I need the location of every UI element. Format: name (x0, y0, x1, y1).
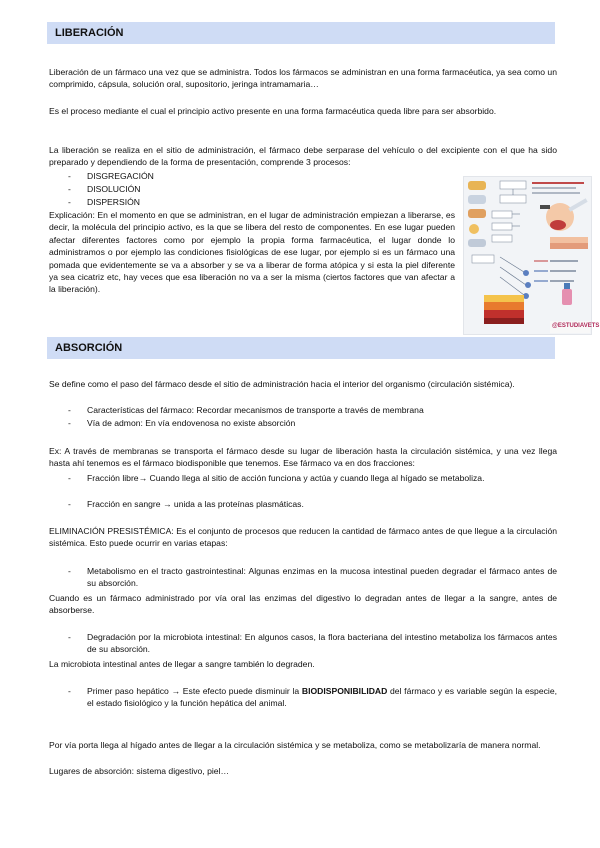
list-item: - Primer paso hepático → Este efecto puede disminuir la BIODISPONIBILIDAD del fármaco y es variable según la especie, el estado fisiológico y la función hepática del animal. (68, 686, 557, 709)
absorcion-paragraph-4: Cuando es un fármaco administrado por vía oral las enzimas del digestivo lo degradan antes de llegar a la sangre, antes de absorberse. (49, 593, 557, 616)
list-dash: - (68, 632, 71, 642)
biodisponibilidad-term: BIODISPONIBILIDAD (301, 686, 388, 696)
list-dash: - (68, 473, 71, 483)
eliminacion-presistemica-paragraph: ELIMINACIÓN PRESISTÉMICA: Es el conjunto de procesos que reducen la cantidad de fármaco antes de que llegue a la circulación sistémica. Esto puede ocurrir en varias etapas: (49, 526, 557, 549)
liberacion-paragraph-3: La liberación se realiza en el sitio de administración, el fármaco debe serparase del vehículo o del excipiente con el que ha sido preparado y dependiendo de la forma de presentación, comprende 3 procesos: (49, 145, 557, 168)
list-dash: - (68, 566, 71, 576)
list-dash: - (68, 405, 71, 415)
list-dash: - (68, 686, 71, 696)
absorcion-paragraph-6: Por vía porta llega al hígado antes de llegar a la circulación sistémica y se metaboliza, como se metabolizaría de manera normal. (49, 740, 541, 750)
process-item: - DISPERSIÓN (68, 197, 141, 207)
absorcion-paragraph-2: Ex: A través de membranas se transporta el fármaco desde su lugar de liberación hasta la circulación sistémica, y una vez llega hasta ahí tenemos es el fármaco biodisponible que tenemos. Ese fármaco va en dos fracciones: (49, 446, 557, 469)
section-header-liberacion: LIBERACIÓN (47, 22, 555, 44)
section-header-absorcion: ABSORCIÓN (47, 337, 555, 359)
list-item: - Fracción libre→ Cuando llega al sitio de acción funciona y actúa y cuando llega al hígado se metaboliza. (68, 473, 485, 483)
liberacion-explicacion: Explicación: En el momento en que se administran, en el lugar de administración empiezan a liberarse, es decir, la molécula del principio activo, es la que se libera del resto de componentes. En ese lugar pueden afectar diferentes factores como por ejemplo la propia forma farmacéutica, el lugar donde lo administramos o por ejemplo las condiciones fisiológicas de ese lugar, por ejemplo si es un fármaco una pomada que evidentemente se va a absorber y se va a liberar de forma atópica y si esta la piel diferente ya sea cicatriz etc, hay veces que esa liberación no va a ser la misma (ciertos factores que van afectar a la liberación). (49, 210, 455, 295)
list-dash: - (68, 197, 71, 207)
absorcion-paragraph-1: Se define como el paso del fármaco desde el sitio de administración hacia el interior del organismo (circulación sistémica). (49, 379, 515, 389)
process-item: - DISGREGACIÓN (68, 171, 154, 181)
figure-illustration (464, 177, 591, 334)
absorcion-paragraph-7: Lugares de absorción: sistema digestivo, piel… (49, 766, 230, 776)
list-item: - Fracción en sangre → unida a las proteínas plasmáticas. (68, 499, 304, 509)
list-item: - Metabolismo en el tracto gastrointestinal: Algunas enzimas en la mucosa intestinal pueden degradar el fármaco antes de su absorción. (68, 566, 557, 589)
list-item: - Vía de admon: En vía endovenosa no existe absorción (68, 418, 296, 428)
liberacion-paragraph-2: Es el proceso mediante el cual el principio activo presente en una forma farmacéutica queda libre para ser absorbido. (49, 106, 497, 116)
liberacion-paragraph-1: Liberación de un fármaco una vez que se administra. Todos los fármacos se administran en una forma farmacéutica, ya sea como un comprimido, cápsula, solución oral, supositorio, jeringa intramamaria… (49, 67, 557, 90)
absorcion-paragraph-5: La microbiota intestinal antes de llegar a sangre también lo degraden. (49, 659, 315, 669)
list-item: - Características del fármaco: Recordar mecanismos de transporte a través de membrana (68, 405, 424, 415)
list-dash: - (68, 184, 71, 194)
process-item: - DISOLUCIÓN (68, 184, 141, 194)
list-dash: - (68, 418, 71, 428)
explicacion-label: Explicación: (49, 210, 95, 220)
release-process-figure (463, 176, 600, 335)
list-dash: - (68, 499, 71, 509)
list-item: - Degradación por la microbiota intestinal: En algunos casos, la flora bacteriana del intestino metaboliza los fármacos antes de su absorción. (68, 632, 557, 655)
list-dash: - (68, 171, 71, 181)
figure-watermark: @ESTUDIAVETS (552, 323, 600, 329)
